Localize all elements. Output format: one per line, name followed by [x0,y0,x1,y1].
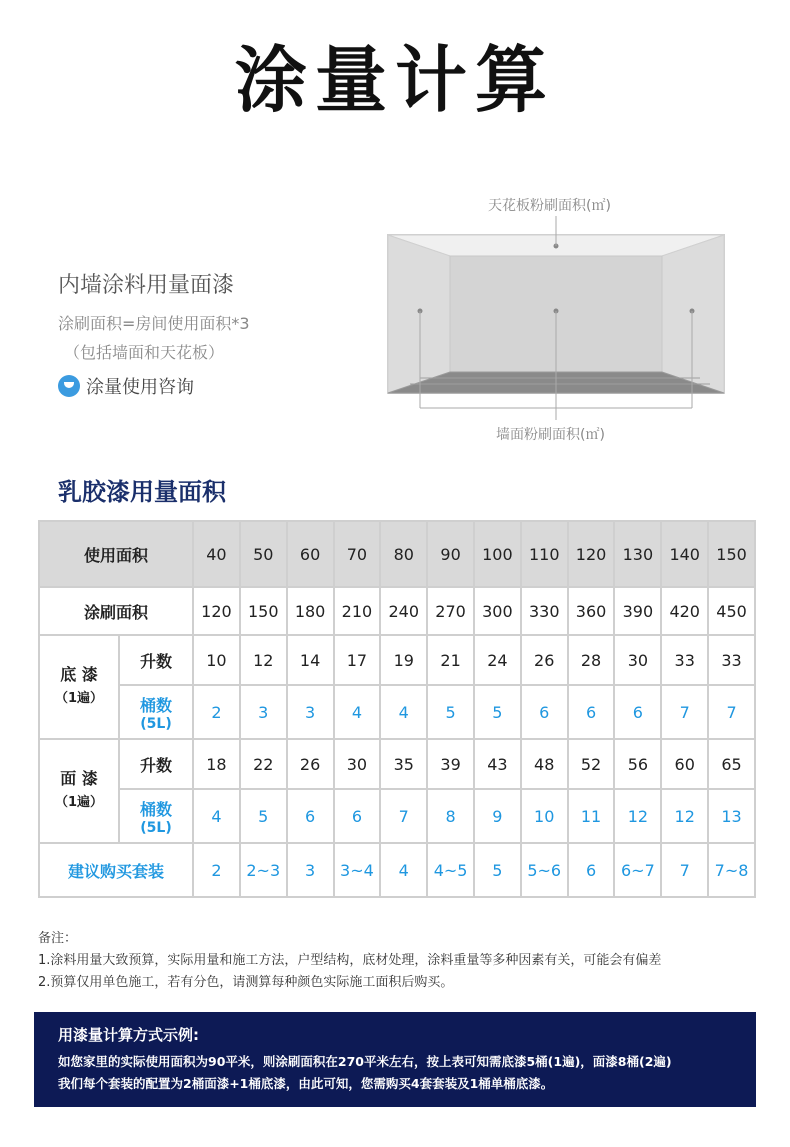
notes-block [38,928,661,994]
suggested-sets-cell: 2~3 [240,843,287,897]
topcoat-liters-cell: 39 [427,739,474,789]
bucket-size-label: (5L) [140,715,172,732]
topcoat-buckets-cell: 11 [568,789,615,843]
paint-area-cell: 270 [427,587,474,635]
primer-liters-cell: 14 [287,635,334,685]
primer-buckets-cell: 4 [380,685,427,739]
primer-buckets-cell: 6 [521,685,568,739]
suggested-sets-cell: 5~6 [521,843,568,897]
primer-liters-cell: 17 [334,635,381,685]
topcoat-buckets-cell: 6 [334,789,381,843]
topcoat-label: 面 漆 [60,769,98,788]
primer-liters-cell: 26 [521,635,568,685]
topcoat-buckets-cell: 12 [614,789,661,843]
paint-area-cell: 210 [334,587,381,635]
topcoat-liters-cell: 26 [287,739,334,789]
example-box [34,1012,756,1107]
use-area-row [39,521,755,587]
section-title: 乳胶漆用量面积 [58,478,226,506]
area-formula-note: （包括墙面和天花板） [64,343,225,362]
topcoat-liters-label: 升数 [119,739,193,789]
suggested-sets-cell: 4~5 [427,843,474,897]
suggested-sets-cell: 6 [568,843,615,897]
paint-usage-table [38,520,756,898]
primer-liters-cell: 19 [380,635,427,685]
primer-liters-cell: 30 [614,635,661,685]
use-area-cell: 70 [334,521,381,587]
primer-coat-label: （1遍） [54,691,104,706]
example-line: 如您家里的实际使用面积为90平米，则涂刷面积在270平米左右，按上表可知需底漆5桶(1遍)，面漆8桶(2遍) [58,1054,672,1069]
bucket-size-label: (5L) [140,819,172,836]
primer-liters-row [39,635,755,685]
use-area-cell: 150 [708,521,755,587]
primer-buckets-row [39,685,755,739]
topcoat-liters-cell: 52 [568,739,615,789]
topcoat-buckets-cell: 8 [427,789,474,843]
topcoat-liters-cell: 22 [240,739,287,789]
note-item: 2.预算仅用单色施工，若有分色，请测算每种颜色实际施工面积后购买。 [38,975,454,990]
primer-buckets-cell: 3 [287,685,334,739]
paint-area-label: 涂刷面积 [39,587,193,635]
primer-liters-cell: 24 [474,635,521,685]
paint-area-cell: 300 [474,587,521,635]
wall-area-label: 墙面粉刷面积(㎡) [496,427,605,443]
ceiling-area-label: 天花板粉刷面积(㎡) [488,198,611,214]
intro-heading: 内墙涂料用量面漆 [58,273,235,298]
use-area-cell: 60 [287,521,334,587]
topcoat-liters-cell: 65 [708,739,755,789]
buckets-label: 桶数 [140,695,173,715]
topcoat-liters-row [39,739,755,789]
paint-area-cell: 360 [568,587,615,635]
suggested-sets-cell: 6~7 [614,843,661,897]
paint-area-cell: 390 [614,587,661,635]
topcoat-liters-cell: 43 [474,739,521,789]
primer-liters-cell: 28 [568,635,615,685]
example-title: 用漆量计算方式示例: [58,1026,199,1044]
primer-liters-cell: 33 [661,635,708,685]
consult-label: 涂量使用咨询 [86,377,194,398]
suggested-sets-cell: 4 [380,843,427,897]
suggested-sets-cell: 7~8 [708,843,755,897]
topcoat-buckets-cell: 10 [521,789,568,843]
topcoat-liters-cell: 60 [661,739,708,789]
paint-area-cell: 240 [380,587,427,635]
use-area-cell: 100 [474,521,521,587]
topcoat-group-label [39,739,119,843]
suggested-sets-cell: 3~4 [334,843,381,897]
paint-area-cell: 420 [661,587,708,635]
primer-buckets-cell: 4 [334,685,381,739]
topcoat-buckets-row [39,789,755,843]
suggested-sets-cell: 2 [193,843,240,897]
primer-buckets-cell: 7 [708,685,755,739]
topcoat-buckets-cell: 4 [193,789,240,843]
primer-liters-cell: 10 [193,635,240,685]
use-area-cell: 50 [240,521,287,587]
primer-buckets-cell: 2 [193,685,240,739]
topcoat-liters-cell: 48 [521,739,568,789]
topcoat-liters-cell: 56 [614,739,661,789]
consult-link[interactable] [58,373,250,399]
primer-buckets-cell: 6 [568,685,615,739]
suggested-sets-cell: 7 [661,843,708,897]
note-item: 1.涂料用量大致预算，实际用量和施工方法，户型结构，底材处理，涂料重量等多种因素有关，可能会有偏差 [38,953,662,968]
primer-liters-cell: 21 [427,635,474,685]
primer-buckets-label [119,685,193,739]
suggested-sets-cell: 3 [287,843,334,897]
paint-area-cell: 150 [240,587,287,635]
example-line: 我们每个套装的配置为2桶面漆+1桶底漆，由此可知，您需购买4套套装及1桶单桶底漆。 [58,1076,554,1091]
intro-block [58,268,250,399]
topcoat-liters-cell: 35 [380,739,427,789]
topcoat-buckets-cell: 5 [240,789,287,843]
page-title: 涂量计算 [234,38,555,122]
topcoat-liters-cell: 18 [193,739,240,789]
use-area-cell: 120 [568,521,615,587]
primer-group-label [39,635,119,739]
paint-area-cell: 120 [193,587,240,635]
use-area-cell: 40 [193,521,240,587]
topcoat-coat-label: （1遍） [54,795,104,810]
topcoat-buckets-label [119,789,193,843]
paint-area-cell: 450 [708,587,755,635]
area-formula: 涂刷面积=房间使用面积*3 [58,314,250,333]
suggested-sets-cell: 5 [474,843,521,897]
topcoat-liters-cell: 30 [334,739,381,789]
use-area-cell: 90 [427,521,474,587]
topcoat-buckets-cell: 9 [474,789,521,843]
primer-buckets-cell: 3 [240,685,287,739]
notes-title: 备注： [38,931,78,946]
primer-liters-cell: 33 [708,635,755,685]
paint-area-cell: 180 [287,587,334,635]
topcoat-buckets-cell: 6 [287,789,334,843]
paint-area-row [39,587,755,635]
primer-buckets-cell: 6 [614,685,661,739]
consult-icon [58,375,80,397]
paint-area-cell: 330 [521,587,568,635]
topcoat-buckets-cell: 12 [661,789,708,843]
buckets-label: 桶数 [140,799,173,819]
use-area-cell: 80 [380,521,427,587]
topcoat-buckets-cell: 7 [380,789,427,843]
primer-buckets-cell: 7 [661,685,708,739]
use-area-cell: 110 [521,521,568,587]
primer-buckets-cell: 5 [474,685,521,739]
primer-liters-cell: 12 [240,635,287,685]
topcoat-buckets-cell: 13 [708,789,755,843]
primer-liters-label: 升数 [119,635,193,685]
use-area-cell: 140 [661,521,708,587]
suggested-sets-row [39,843,755,897]
primer-buckets-cell: 5 [427,685,474,739]
primer-label: 底 漆 [60,665,98,684]
use-area-label: 使用面积 [39,521,193,587]
suggested-sets-label: 建议购买套装 [39,843,193,897]
use-area-cell: 130 [614,521,661,587]
